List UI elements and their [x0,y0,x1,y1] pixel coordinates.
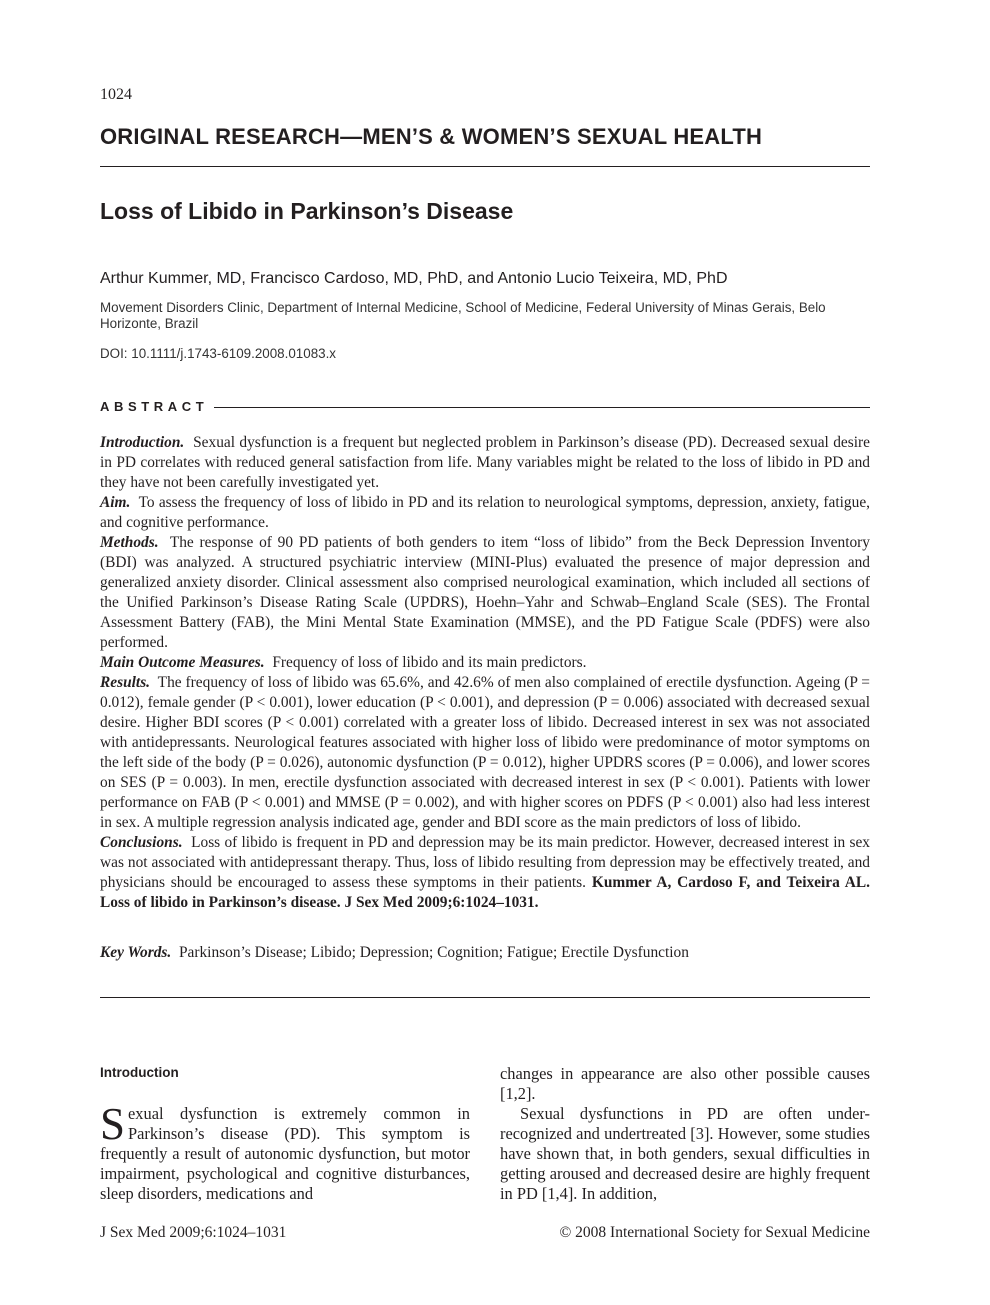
affiliation: Movement Disorders Clinic, Department of Internal Medicine, School of Medicine, Federal University of Minas Gerais, Belo Horizonte, Brazil [100,300,826,331]
abstract-main-outcome-text: Frequency of loss of libido and its main predictors. [272,654,587,671]
introduction-left-column [100,1099,470,1204]
abstract-results [100,673,870,833]
section-header: ORIGINAL RESEARCH—MEN’S & WOMEN’S SEXUAL HEALTH [100,124,763,149]
abstract-conclusions-label: Conclusions. [100,834,183,851]
key-words-text: Parkinson’s Disease; Libido; Depression; Cognition; Fatigue; Erectile Dysfunction [178,944,689,961]
abstract-bottom-rule [100,997,870,998]
page-number: 1024 [100,86,132,103]
abstract-conclusions [100,833,870,913]
key-words-label: Key Words. [100,944,172,961]
introduction-heading: Introduction [100,1065,179,1080]
abstract-aim-text: To assess the frequency of loss of libido in PD and its relation to neurological symptoms, depression, anxiety, fatigue, and cognitive performance. [100,494,870,531]
article-title: Loss of Libido in Parkinson’s Disease [100,198,514,224]
doi: DOI: 10.1111/j.1743-6109.2008.01083.x [100,346,337,361]
abstract-introduction-label: Introduction. [100,434,185,451]
abstract-methods [100,533,870,653]
introduction-paragraph-1 [100,1099,470,1204]
abstract-results-label: Results. [100,674,151,691]
abstract-main-outcome [100,653,870,673]
key-words [100,943,870,963]
abstract-aim [100,493,870,533]
introduction-paragraph-2: Sexual dysfunctions in PD are often under-recognized and undertreated [3]. However, some studies have shown that, in both genders, sexual difficulties in getting aroused and decreased desire are highly frequent in PD [1,4]. In addition, [500,1104,870,1203]
abstract-label: ABSTRACT [100,399,212,414]
abstract-rule [214,407,870,408]
abstract-introduction-text: Sexual dysfunction is a frequent but neglected problem in Parkinson’s disease (PD). Decreased sexual desire in PD correlates with reduced general satisfaction from life. Many variables might be related to the loss of libido in PD and they have not been carefully investigated yet. [100,434,870,491]
abstract-conclusions-text: Loss of libido is frequent in PD and depression may be its main predictor. However, decreased interest in sex was not associated with antidepressant therapy. Thus, loss of libido resulting from depression may be effectively treated, and physicians should be encouraged to assess these symptoms in their patients. [100,834,870,891]
introduction-paragraph-1-cont: changes in appearance are also other possible causes [1,2]. [500,1064,870,1103]
abstract-aim-label: Aim. [100,494,131,511]
footer-journal-citation: J Sex Med 2009;6:1024–1031 [100,1224,287,1241]
abstract-body [100,433,870,913]
abstract-introduction [100,433,870,493]
header-rule [100,166,870,167]
abstract-results-text: The frequency of loss of libido was 65.6%, and 42.6% of men also complained of erectile dysfunction. Ageing (P = 0.012), female gender (P < 0.001), lower education (P < 0.001), and depression (P = 0.006) associated with decreased sexual desire. Higher BDI scores (P < 0.001) correlated with a greater loss of libido. Decreased interest in sex was not associated with antidepressants. Neurological features associated with higher loss of libido were predominance of motor symptoms on the left side of the body (P = 0.026), autonomic dysfunction (P = 0.012), higher UPDRS scores (P = 0.006), and lower scores on SES (P = 0.003). In men, erectile dysfunction associated with decreased interest in sex (P < 0.001). Patients with lower performance on FAB (P < 0.001) and MMSE (P = 0.002), and with higher scores on PDFS (P < 0.001) also had less interest in sex. A multiple regression analysis indicated age, gender and BDI score as the main predictors of loss of libido. [100,674,870,831]
introduction-right-column [500,1064,870,1204]
abstract-citation: Kummer A, Cardoso F, and Teixeira AL. Loss of libido in Parkinson’s disease. J Sex Med 2009;6:1024–1031. [100,874,871,911]
dropcap: S [100,1099,126,1149]
abstract-methods-label: Methods. [100,534,159,551]
abstract-main-outcome-label: Main Outcome Measures. [100,654,265,671]
introduction-paragraph-1-text: exual dysfunction is extremely common in Parkinson’s disease (PD). This symptom is frequently a result of autonomic dysfunction, but motor impairment, psychological and cognitive disturbances, sleep disorders, medications and [100,1104,470,1203]
author-list: Arthur Kummer, MD, Francisco Cardoso, MD, PhD, and Antonio Lucio Teixeira, MD, PhD [100,270,728,287]
footer-copyright: © 2008 International Society for Sexual Medicine [559,1224,870,1241]
abstract-methods-text: The response of 90 PD patients of both genders to item “loss of libido” from the Beck Depression Inventory (BDI) was analyzed. A structured psychiatric interview (MINI-Plus) evaluated the presence of major depression and generalized anxiety disorder. Clinical assessment also comprised neurological examination, which included all sections of the Unified Parkinson’s Disease Rating Scale (UPDRS), Hoehn–Yahr and Schwab–England Scale (SES). The Frontal Assessment Battery (FAB), the Mini Mental State Examination (MMSE), and the PD Fatigue Scale (PDFS) were also performed. [100,534,871,651]
